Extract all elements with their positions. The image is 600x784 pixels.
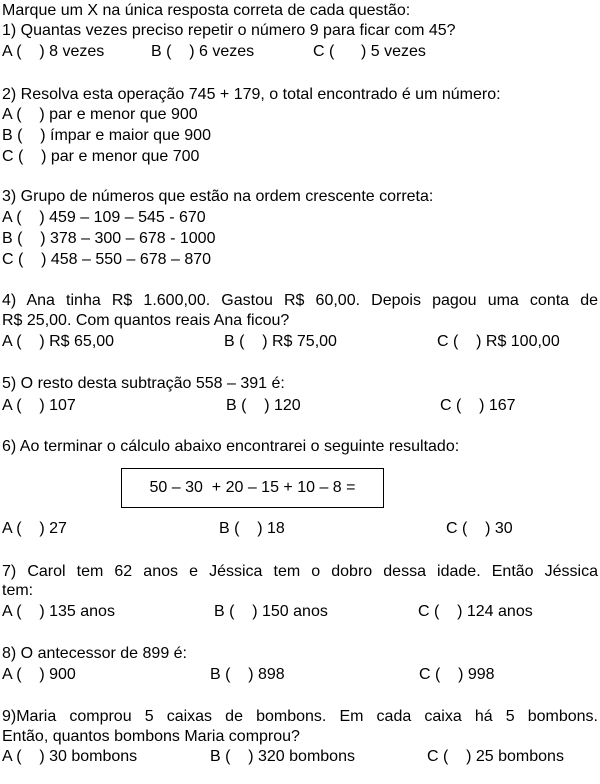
q1-option-b[interactable]: B ( ) 6 vezes bbox=[151, 43, 255, 60]
q2-option-c[interactable]: C ( ) par e menor que 700 bbox=[2, 148, 200, 165]
question-4-line-1: 4) Ana tinha R$ 1.600,00. Gastou R$ 60,00. Depois pagou uma conta de bbox=[2, 292, 598, 309]
question-4-line-2: R$ 25,00. Com quantos reais Ana ficou? bbox=[2, 312, 290, 329]
q5-option-b[interactable]: B ( ) 120 bbox=[226, 397, 301, 414]
q9-option-c[interactable]: C ( ) 25 bombons bbox=[427, 748, 564, 765]
q7-option-a[interactable]: A ( ) 135 anos bbox=[2, 603, 115, 620]
q6-option-b[interactable]: B ( ) 18 bbox=[219, 520, 285, 537]
q3-option-c[interactable]: C ( ) 458 – 550 – 678 – 870 bbox=[2, 251, 212, 268]
q5-option-c[interactable]: C ( ) 167 bbox=[440, 397, 516, 414]
question-9-line-1: 9)Maria comprou 5 caixas de bombons. Em cada caixa há 5 bombons. bbox=[2, 708, 598, 725]
question-2: 2) Resolva esta operação 745 + 179, o total encontrado é um número: bbox=[2, 86, 501, 103]
expression-text: 50 – 30 + 20 – 15 + 10 – 8 = bbox=[149, 479, 356, 496]
q6-option-c[interactable]: C ( ) 30 bbox=[446, 520, 513, 537]
q8-option-c[interactable]: C ( ) 998 bbox=[419, 666, 495, 683]
q3-option-b[interactable]: B ( ) 378 – 300 – 678 - 1000 bbox=[2, 230, 216, 247]
q9-option-a[interactable]: A ( ) 30 bombons bbox=[2, 748, 138, 765]
q1-option-c[interactable]: C ( ) 5 vezes bbox=[313, 43, 426, 60]
question-7-line-1: 7) Carol tem 62 anos e Jéssica tem o dobro dessa idade. Então Jéssica bbox=[2, 563, 598, 580]
instructions: Marque um X na única resposta correta de cada questão: bbox=[2, 2, 411, 19]
q8-option-b[interactable]: B ( ) 898 bbox=[210, 666, 285, 683]
q4-option-a[interactable]: A ( ) R$ 65,00 bbox=[2, 333, 115, 350]
question-9-line-2: Então, quantos bombons Maria comprou? bbox=[2, 728, 300, 745]
q5-option-a[interactable]: A ( ) 107 bbox=[2, 397, 76, 414]
q8-option-a[interactable]: A ( ) 900 bbox=[2, 666, 76, 683]
question-3: 3) Grupo de números que estão na ordem crescente correta: bbox=[2, 188, 434, 205]
q4-option-b[interactable]: B ( ) R$ 75,00 bbox=[224, 333, 337, 350]
q9-option-b[interactable]: B ( ) 320 bombons bbox=[210, 748, 355, 765]
question-7-line-2: tem: bbox=[2, 582, 34, 599]
q1-option-a[interactable]: A ( ) 8 vezes bbox=[2, 43, 105, 60]
q4-option-c[interactable]: C ( ) R$ 100,00 bbox=[437, 333, 560, 350]
q3-option-a[interactable]: A ( ) 459 – 109 – 545 - 670 bbox=[2, 209, 206, 226]
expression-box bbox=[121, 468, 384, 508]
question-6: 6) Ao terminar o cálculo abaixo encontrarei o seguinte resultado: bbox=[2, 438, 460, 455]
question-1: 1) Quantas vezes preciso repetir o número 9 para ficar com 45? bbox=[2, 22, 456, 39]
q7-option-b[interactable]: B ( ) 150 anos bbox=[214, 603, 328, 620]
q2-option-a[interactable]: A ( ) par e menor que 900 bbox=[2, 106, 198, 123]
q6-option-a[interactable]: A ( ) 27 bbox=[2, 520, 67, 537]
q7-option-c[interactable]: C ( ) 124 anos bbox=[418, 603, 533, 620]
question-5: 5) O resto desta subtração 558 – 391 é: bbox=[2, 375, 285, 392]
q2-option-b[interactable]: B ( ) ímpar e maior que 900 bbox=[2, 127, 211, 144]
question-8: 8) O antecessor de 899 é: bbox=[2, 645, 187, 662]
